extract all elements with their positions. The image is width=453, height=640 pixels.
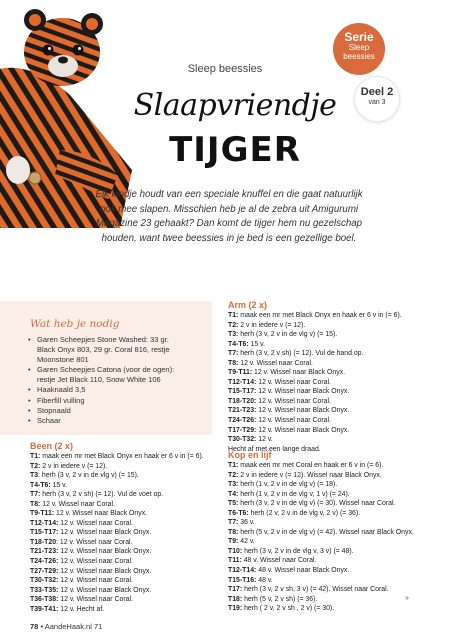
instruction-row bbox=[228, 378, 428, 388]
instruction-row bbox=[228, 340, 428, 350]
row-label: T21-T23: bbox=[228, 407, 257, 415]
instruction-row bbox=[30, 605, 220, 615]
row-text: 12 v. Wissel naar Black Onyx. bbox=[58, 567, 152, 575]
instruction-row bbox=[30, 519, 220, 529]
instruction-row bbox=[228, 311, 428, 321]
instruction-row bbox=[30, 490, 220, 500]
row-text: herh (5 v, 2 v sh) (= 36). bbox=[242, 595, 318, 603]
intro-line: houden, want twee beessies in je bed is een gezellige boel. bbox=[101, 232, 357, 244]
kop-heading: Kop en lijf bbox=[228, 450, 272, 460]
row-text: 42 v. bbox=[238, 538, 255, 546]
row-text: 2 v in iedere v (= 12). Wissel naar Black Onyx. bbox=[238, 471, 382, 479]
row-label: T10: bbox=[228, 547, 243, 555]
row-text: 12 v. Wissel naar Coral. bbox=[256, 397, 331, 405]
material-line: restje Jet Black 110, Snow White 106 bbox=[37, 375, 161, 385]
intro-line: Elk kindje houdt van een speciale knuffel en die gaat natuurlijk bbox=[95, 189, 363, 200]
instruction-row bbox=[228, 461, 438, 471]
material-line: Fiberfill vulling bbox=[37, 395, 85, 405]
instruction-row bbox=[228, 321, 428, 331]
row-text: Hecht af met een lange draad. bbox=[228, 445, 321, 453]
row-text: 12 v. Hecht af. bbox=[58, 605, 105, 613]
row-label: T18-T20: bbox=[228, 397, 257, 405]
row-text: 12 v. Wissel naar Black Onyx. bbox=[54, 510, 148, 518]
row-text: herh (3 v, 2 v in de vlg v) (= 30). Wissel naar Coral. bbox=[238, 500, 396, 508]
row-label: T15-T16: bbox=[228, 576, 257, 584]
instruction-row bbox=[30, 595, 220, 605]
row-text: 12 v. Wissel naar Black Onyx. bbox=[252, 369, 346, 377]
row-label: T9: bbox=[228, 538, 239, 546]
instruction-row bbox=[30, 538, 220, 548]
instruction-row bbox=[228, 368, 428, 378]
row-label: T8: bbox=[228, 359, 239, 367]
row-label: T11: bbox=[228, 557, 242, 565]
intro-line: Magazine 23 gehaakt? Dan komt de tijger hem nu gezelschap bbox=[95, 218, 363, 230]
materials-heading: Wat heb je nodig bbox=[30, 318, 120, 330]
row-label: T21-T23: bbox=[30, 548, 59, 556]
page-number: 78 bbox=[30, 622, 39, 631]
instruction-row bbox=[228, 499, 438, 509]
row-text: 48 v. Wissel naar Black Onyx. bbox=[256, 567, 350, 575]
row-text: 12 v. Wissel naar Coral. bbox=[238, 359, 313, 367]
row-text: 12 v. Wissel naar Coral. bbox=[58, 519, 133, 527]
row-label: T15-T17: bbox=[30, 529, 59, 537]
list-item: • Stopnaald bbox=[28, 406, 208, 416]
instruction-row bbox=[228, 556, 438, 566]
material-line: Garen Scheepjes Catona (voor de ogen): bbox=[37, 365, 175, 375]
row-label: T12-T14: bbox=[228, 378, 257, 386]
row-label: T4-T6: bbox=[228, 340, 249, 348]
row-label: T19: bbox=[228, 605, 243, 613]
instruction-row bbox=[228, 387, 428, 397]
row-text: maak een mr met Coral en haak er 6 v in (= 6). bbox=[238, 462, 384, 469]
instruction-row bbox=[228, 349, 428, 359]
instruction-row bbox=[228, 416, 428, 426]
row-text: : 12 v. Wissel naar Coral. bbox=[56, 538, 133, 546]
row-label: T27-T29: bbox=[30, 567, 59, 575]
part-badge-title: Deel 2 bbox=[360, 86, 394, 98]
row-label: T15-T17: bbox=[228, 388, 257, 396]
row-label: T4: bbox=[228, 490, 239, 498]
row-text: herh (2 v, 2 v in de vlg v, 2 v) (= 36). bbox=[248, 509, 361, 517]
row-text: 12 v. Wissel naar Coral. bbox=[58, 577, 133, 585]
row-label: T7: bbox=[30, 491, 41, 499]
row-text: 2 v in iedere v (= 12). bbox=[40, 462, 108, 470]
been-instructions bbox=[30, 452, 220, 614]
material-line: Moonstone 801 bbox=[37, 355, 89, 365]
row-label: T18-T20 bbox=[30, 538, 57, 546]
instruction-row bbox=[30, 528, 220, 538]
row-text: 12 v. Wissel naar Black Onyx. bbox=[256, 426, 350, 434]
intro-paragraph bbox=[80, 188, 378, 246]
row-label: T9-T11: bbox=[228, 369, 253, 377]
row-label: T4-T6: bbox=[30, 481, 51, 489]
instruction-row bbox=[228, 435, 428, 445]
row-label: T7: bbox=[228, 350, 239, 358]
row-label: T30-T32: bbox=[30, 577, 59, 585]
material-line: Garen Scheepjes Stone Washed: 33 gr. bbox=[37, 335, 169, 344]
row-text: herh (3 v, 2 v sh) (= 12). Vul de hand op. bbox=[238, 350, 364, 358]
row-label: T1: bbox=[228, 312, 239, 319]
row-text: 15 v. bbox=[50, 481, 68, 489]
row-text: herh (3 v, 2 v in de vlg v, 3 v) (= 48). bbox=[242, 547, 354, 555]
instruction-row bbox=[30, 462, 220, 472]
row-text: 12 v. bbox=[256, 436, 273, 444]
row-label: T2: bbox=[228, 471, 239, 479]
row-text: herh (5 v, 2 v in de vlg v) (= 42). Wissel naar Black Onyx. bbox=[238, 528, 414, 536]
row-label: T24-T26: bbox=[30, 558, 59, 566]
row-text: herh (3 v, 2 v in de vlg v) (= 15). bbox=[238, 331, 338, 339]
instruction-row bbox=[228, 359, 428, 369]
list-item: • Haaknaald 3,5 bbox=[28, 385, 208, 395]
instruction-row bbox=[228, 509, 438, 519]
series-badge bbox=[333, 23, 385, 75]
row-label: T2: bbox=[228, 321, 239, 329]
instruction-row bbox=[30, 547, 220, 557]
been-heading: Been (2 x) bbox=[30, 441, 74, 451]
row-label: T39-T41: bbox=[30, 605, 59, 613]
instruction-row bbox=[228, 585, 438, 595]
row-label: T17: bbox=[228, 586, 243, 594]
list-item: • Garen Scheepjes Catona (voor de ogen): restje Jet Black 110, Snow White 106 bbox=[28, 365, 208, 385]
list-item: • Schaar bbox=[28, 416, 208, 426]
row-text: 12 v. Wissel naar Black Onyx. bbox=[256, 388, 350, 396]
row-label: T17-T29: bbox=[228, 426, 257, 434]
instruction-row bbox=[228, 397, 428, 407]
row-label: T24-T26: bbox=[228, 417, 257, 425]
instruction-row bbox=[30, 500, 220, 510]
page-title: TIJGER bbox=[169, 130, 301, 170]
row-text: 36 v. bbox=[238, 519, 255, 527]
row-text: herh (1 v, 2 v in de vlg v, 1 v) (= 24). bbox=[238, 490, 350, 498]
row-text: 48 v. Wissel naar Coral. bbox=[241, 557, 317, 565]
row-text: 12 v. Wissel naar Black Onyx. bbox=[58, 548, 152, 556]
row-text: 12 v. Wissel naar Coral. bbox=[58, 596, 133, 604]
part-badge-sub: van 3 bbox=[368, 99, 386, 106]
row-label: T2: bbox=[30, 462, 41, 470]
material-line: Schaar bbox=[37, 415, 61, 425]
row-text: : herh (3 v, 2 v in de vlg v) (= 15). bbox=[38, 472, 139, 480]
row-label: T36-T38: bbox=[30, 596, 59, 604]
row-text: maak een mr met Black Onyx en haak er 6 v in (= 6). bbox=[238, 312, 402, 319]
instruction-row bbox=[30, 509, 220, 519]
instruction-row bbox=[228, 518, 438, 528]
instruction-row bbox=[228, 537, 438, 547]
instruction-row bbox=[30, 471, 220, 481]
row-label: T1: bbox=[30, 453, 41, 460]
row-text: maak een mr met Black Onyx en haak er 6 v in (= 6). bbox=[40, 453, 204, 460]
list-item: • Fiberfill vulling bbox=[28, 396, 208, 406]
row-label: T33-T35: bbox=[30, 586, 59, 594]
row-text: 12 v. Wissel naar Coral. bbox=[256, 417, 331, 425]
material-line: Black Onyx 803, 29 gr. Coral 816, restje bbox=[37, 345, 170, 355]
row-text: 12 v. Wissel naar Coral. bbox=[256, 378, 331, 386]
instruction-row bbox=[228, 426, 428, 436]
row-label: T9-T11: bbox=[30, 510, 55, 518]
row-label: T30-T32: bbox=[228, 436, 257, 444]
instruction-row bbox=[228, 528, 438, 538]
row-label: T7: bbox=[228, 519, 239, 527]
instruction-row bbox=[228, 547, 438, 557]
row-text: 2 v in iedere v (= 12). bbox=[238, 321, 306, 329]
series-badge-line2: beessies bbox=[343, 52, 375, 61]
row-label: T3: bbox=[228, 481, 239, 489]
row-label: T3: bbox=[228, 331, 239, 339]
row-text: herh ( 2 v, 2 v sh , 2 v) (= 30). bbox=[242, 605, 335, 613]
row-label: T12-T14: bbox=[30, 519, 59, 527]
arm-heading: Arm (2 x) bbox=[228, 300, 268, 310]
instruction-row bbox=[30, 481, 220, 491]
footer-separator: • bbox=[40, 622, 44, 631]
kop-instructions bbox=[228, 461, 438, 614]
instruction-row bbox=[30, 452, 220, 462]
row-label: T6-T6: bbox=[228, 509, 249, 517]
row-label: T18: bbox=[228, 595, 243, 603]
row-label: T1: bbox=[228, 462, 239, 469]
row-text: 12 v. Wissel naar Black Onyx. bbox=[256, 407, 350, 415]
materials-list bbox=[28, 335, 208, 426]
row-text: herh (3 v, 2 v sh, 3 v) (= 42). Wissel naar Coral. bbox=[242, 586, 389, 594]
page-footer bbox=[30, 622, 102, 631]
row-label: T12-T14: bbox=[228, 567, 257, 575]
instruction-row bbox=[228, 566, 438, 576]
series-badge-title: Serie bbox=[344, 30, 374, 44]
list-item: • Garen Scheepjes Stone Washed: 33 gr. Black Onyx 803, 29 gr. Coral 816, restje Moonstone 801 bbox=[28, 335, 208, 365]
material-line: Haaknaald 3,5 bbox=[37, 385, 86, 395]
instruction-row bbox=[30, 586, 220, 596]
instruction-row bbox=[30, 567, 220, 577]
instruction-row bbox=[228, 576, 438, 586]
row-text: 12 v. Wissel naar Black Onyx. bbox=[58, 586, 152, 594]
material-line: Stopnaald bbox=[37, 405, 71, 415]
row-text: 12 v. Wissel naar Coral. bbox=[40, 500, 115, 508]
row-label: T8: bbox=[228, 528, 239, 536]
instruction-row bbox=[228, 406, 428, 416]
instruction-row bbox=[30, 576, 220, 586]
row-text: 48 v. bbox=[256, 576, 273, 584]
title-script: Slaapvriendje bbox=[133, 88, 337, 123]
row-label: T8: bbox=[30, 500, 41, 508]
instruction-row bbox=[228, 604, 438, 614]
row-text: 12 v. Wissel naar Black Onyx. bbox=[58, 529, 152, 537]
row-text: herh (3 v, 2 v sh) (= 12). Vul de voet op. bbox=[40, 491, 164, 499]
row-text: 12 v. Wissel naar Coral. bbox=[58, 558, 133, 566]
continue-arrow-icon: » bbox=[405, 595, 409, 602]
row-text: herh (1 v, 2 v in de vlg v) (= 18). bbox=[238, 481, 338, 489]
instruction-row bbox=[228, 471, 438, 481]
series-badge-line1: Sleep bbox=[348, 43, 370, 52]
instruction-row bbox=[228, 330, 428, 340]
row-label: T5: bbox=[228, 500, 239, 508]
instruction-row bbox=[228, 490, 438, 500]
row-label: T3 bbox=[30, 472, 39, 480]
magazine-name: AandeHaak.nl 71 bbox=[44, 622, 103, 631]
section-kicker: Sleep beessies bbox=[187, 63, 263, 75]
intro-line: ook mee slapen. Misschien heb je al de zebra uit Amigurumi bbox=[99, 203, 359, 215]
part-badge bbox=[354, 76, 400, 122]
instruction-row bbox=[228, 480, 438, 490]
arm-instructions bbox=[228, 311, 428, 454]
row-text: 15 v. bbox=[248, 340, 266, 348]
instruction-row bbox=[30, 557, 220, 567]
